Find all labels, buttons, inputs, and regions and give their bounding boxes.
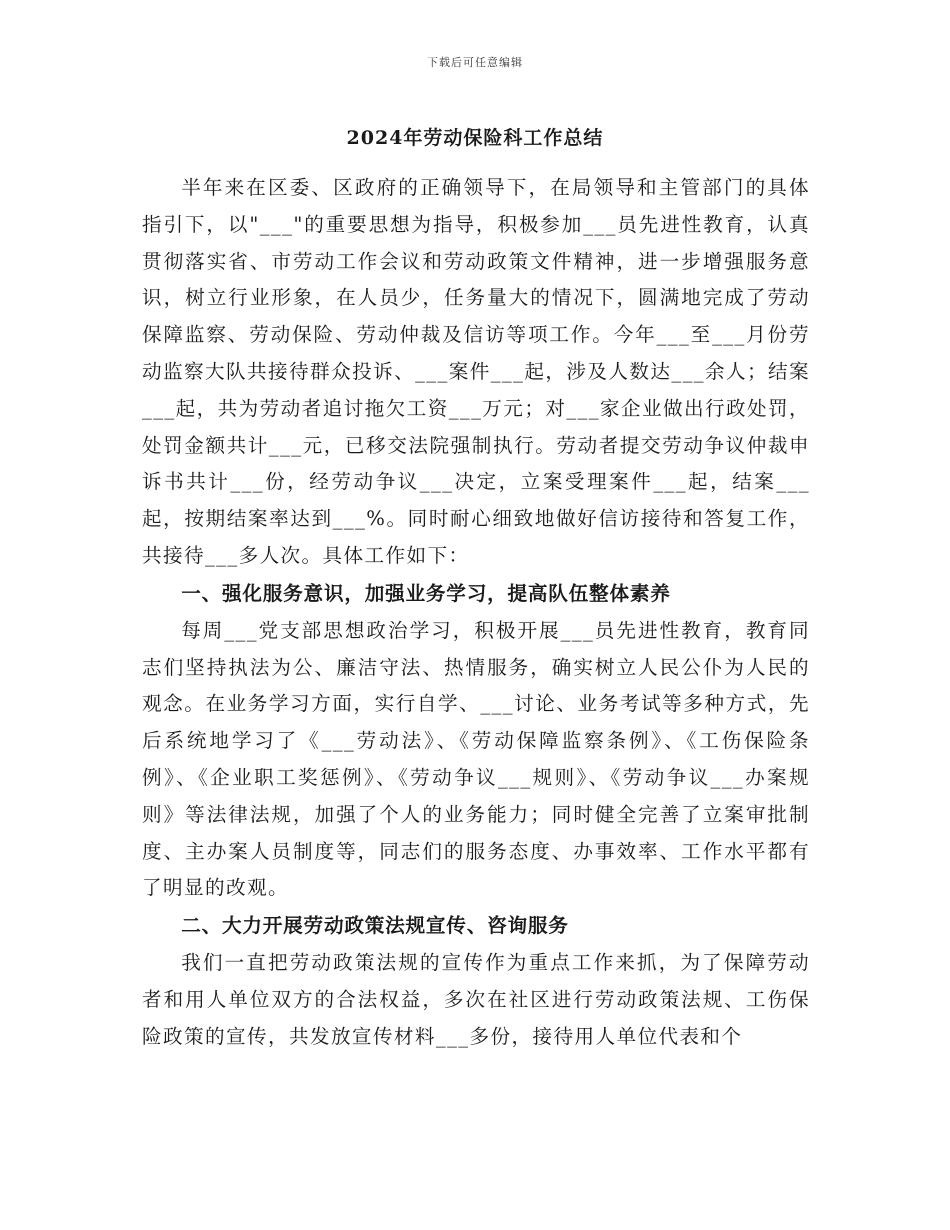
document-title: 2024年劳动保险科工作总结 <box>346 127 604 149</box>
section-2-heading: 二、大力开展劳动政策法规宣传、咨询服务 <box>181 914 569 938</box>
header-note: 下载后可任意编辑 <box>427 56 523 69</box>
section-1-heading: 一、强化服务意识，加强业务学习，提高队伍整体素养 <box>181 581 671 605</box>
section-2-paragraph: 我们一直把劳动政策法规的宣传作为重点工作来抓，为了保障劳动者和用人单位双方的合法权益，多次在社区进行劳动政策法规、工伤保险政策的宣传，共发放宣传材料___多份，接待用人单位代表和个 <box>142 951 810 1048</box>
document-body <box>142 170 810 1056</box>
intro-paragraph: 半年来在区委、区政府的正确领导下，在局领导和主管部门的具体指引下，以"___"的重要思想为指导，积极参加___员先进性教育，认真贯彻落实省、市劳动工作会议和劳动政策文件精神，进一步增强服务意识，树立行业形象，在人员少，任务量大的情况下，圆满地完成了劳动保障监察、劳动保险、劳动仲裁及信访等项工作。今年___至___月份劳动监察大队共接待群众投诉、___案件___起，涉及人数达___余人；结案___起，共为劳动者追讨拖欠工资___万元；对___家企业做出行政处罚，处罚金额共计___元，已移交法院强制执行。劳动者提交劳动争议仲裁申诉书共计___份，经劳动争议___决定，立案受理案件___起，结案___起，按期结案率达到___%。同时耐心细致地做好信访接待和答复工作，共接待___多人次。具体工作如下： <box>142 176 810 567</box>
section-1-paragraph: 每周___党支部思想政治学习，积极开展___员先进性教育，教育同志们坚持执法为公、廉洁守法、热情服务，确实树立人民公仆为人民的观念。在业务学习方面，实行自学、___讨论、业务考试等多种方式，先后系统地学习了《___劳动法》、《劳动保障监察条例》、《工伤保险条例》、《企业职工奖惩例》、《劳动争议___规则》、《劳动争议___办案规则》等法律法规，加强了个人的业务能力；同时健全完善了立案审批制度、主办案人员制度等，同志们的服务态度、办事效率、工作水平都有了明显的改观。 <box>142 618 810 900</box>
